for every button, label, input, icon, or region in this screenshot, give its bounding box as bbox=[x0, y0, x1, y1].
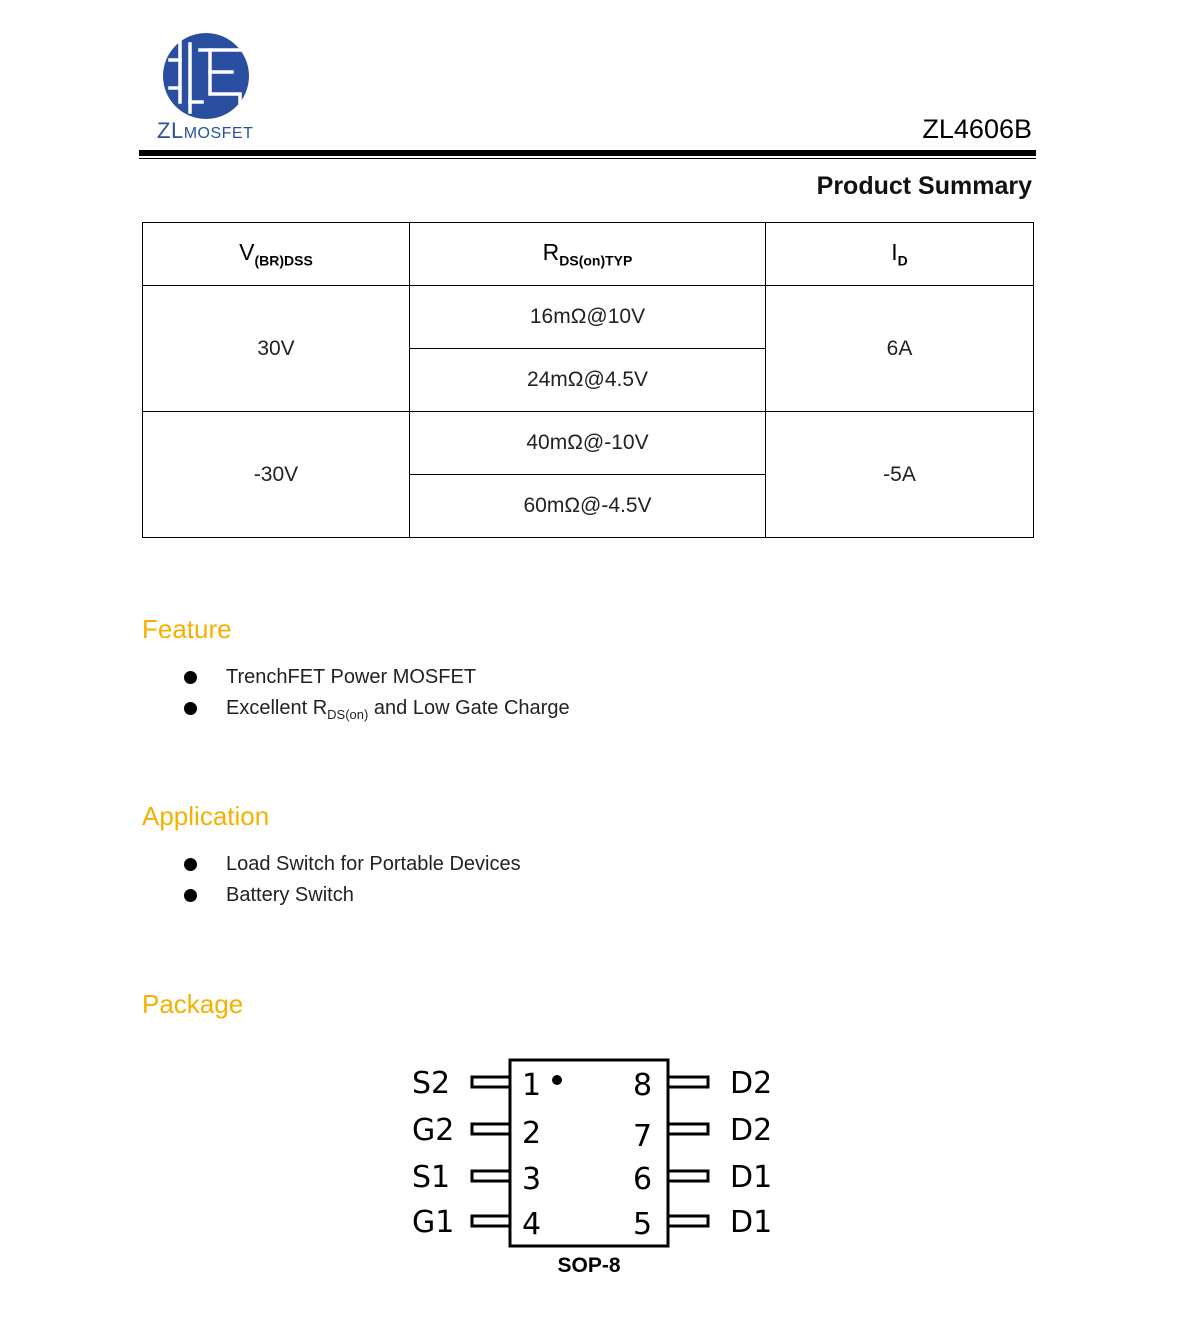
list-item: Battery Switch bbox=[184, 880, 521, 911]
table-header-row bbox=[143, 223, 1034, 286]
pin-label-left: G1 bbox=[412, 1205, 455, 1240]
id-value: 6A bbox=[766, 286, 1034, 412]
part-number: ZL4606B bbox=[922, 114, 1032, 144]
header-id: $I_D$ bbox=[766, 223, 1034, 286]
pin-number: 3 bbox=[522, 1162, 542, 1197]
pin-label-right: D2 bbox=[730, 1113, 773, 1148]
product-summary-title: Product Summary bbox=[816, 172, 1032, 200]
brand-name: ZLMOSFET bbox=[157, 118, 254, 143]
header-vbr-dss: $V_{(BR)DSS}$ bbox=[143, 223, 410, 286]
package-heading: Package bbox=[142, 989, 244, 1019]
pin-label-right: D1 bbox=[730, 1160, 773, 1195]
vbr-value: 30V bbox=[143, 286, 410, 412]
vbr-value: -30V bbox=[143, 412, 410, 538]
list-item: Excellent $R_{DS(on)}$ and Low Gate Charge bbox=[184, 693, 570, 724]
header-rule bbox=[139, 150, 1036, 156]
bullet-icon bbox=[184, 671, 197, 684]
pin-number: 4 bbox=[522, 1207, 542, 1242]
rds-value: 60mΩ@-4.5V bbox=[410, 475, 766, 538]
application-heading: Application bbox=[142, 801, 270, 831]
id-value: -5A bbox=[766, 412, 1034, 538]
pin-label-right: D1 bbox=[730, 1205, 773, 1240]
pin-number: 7 bbox=[633, 1119, 653, 1154]
rds-value: 16mΩ@10V bbox=[410, 286, 766, 349]
product-summary-table bbox=[142, 222, 1034, 538]
feature-list bbox=[184, 662, 570, 724]
pin-lead-right bbox=[668, 1124, 708, 1134]
bullet-icon bbox=[184, 889, 197, 902]
pin-number: 8 bbox=[633, 1068, 653, 1103]
pin-lead-left bbox=[472, 1216, 510, 1226]
header-rds-on: $R_{DS(on)TYP}$ bbox=[410, 223, 766, 286]
pin-lead-right bbox=[668, 1171, 708, 1181]
pin-label-left: G2 bbox=[412, 1113, 455, 1148]
pin-label-left: S1 bbox=[412, 1160, 451, 1195]
pin-number: 2 bbox=[522, 1116, 542, 1151]
bullet-icon bbox=[184, 858, 197, 871]
list-item: Load Switch for Portable Devices bbox=[184, 849, 521, 880]
pin-number: 1 bbox=[522, 1068, 542, 1103]
rds-value: 24mΩ@4.5V bbox=[410, 349, 766, 412]
pin-number: 6 bbox=[633, 1162, 653, 1197]
pin-number: 5 bbox=[633, 1207, 653, 1242]
application-list bbox=[184, 849, 521, 911]
list-item: TrenchFET Power MOSFET bbox=[184, 662, 570, 693]
pin1-marker bbox=[552, 1075, 562, 1085]
pin-label-right: D2 bbox=[730, 1066, 773, 1101]
table-row bbox=[143, 286, 1034, 349]
pin-lead-left bbox=[472, 1077, 510, 1087]
sop8-package-diagram bbox=[400, 1050, 790, 1290]
pin-lead-right bbox=[668, 1216, 708, 1226]
bullet-icon bbox=[184, 702, 197, 715]
pin-lead-right bbox=[668, 1077, 708, 1087]
table-row bbox=[143, 412, 1034, 475]
pin-label-left: S2 bbox=[412, 1066, 451, 1101]
rds-value: 40mΩ@-10V bbox=[410, 412, 766, 475]
header-rule-thin bbox=[139, 158, 1036, 159]
package-name: SOP-8 bbox=[557, 1254, 621, 1277]
feature-heading: Feature bbox=[142, 614, 232, 644]
pin-lead-left bbox=[472, 1124, 510, 1134]
pin-lead-left bbox=[472, 1171, 510, 1181]
